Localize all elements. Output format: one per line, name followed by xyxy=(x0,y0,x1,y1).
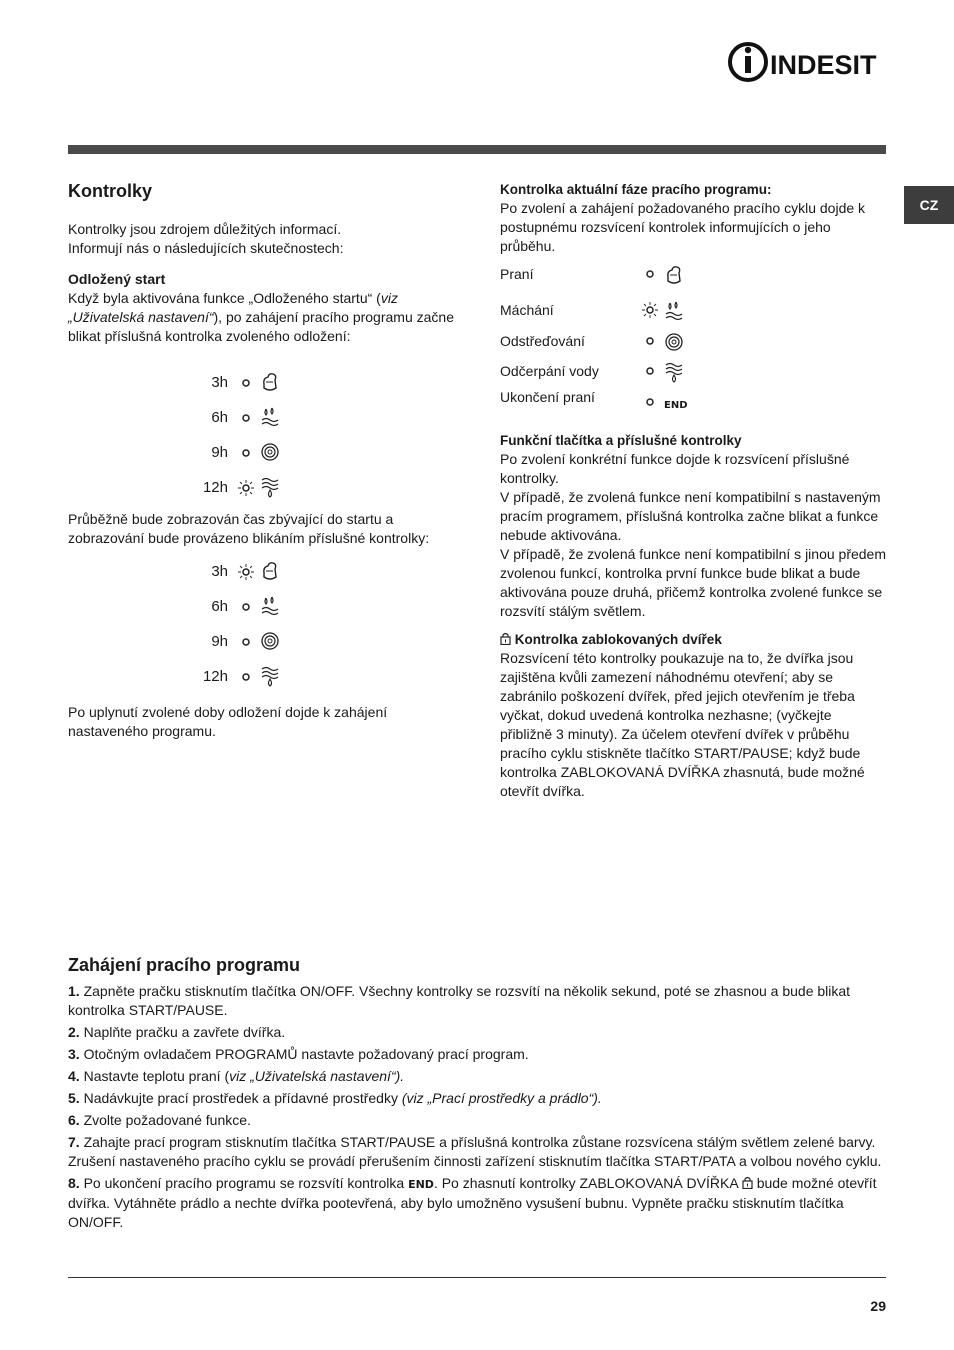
left-column xyxy=(68,180,458,346)
timer-label: 6h xyxy=(211,598,228,615)
function-section xyxy=(500,431,886,801)
timer-label: 3h xyxy=(211,374,228,391)
delay-title: Odložený start xyxy=(68,271,166,287)
phase-text: Po zvolení a zahájení požadovaného pracího cyklu dojde k postupnému rozsvícení kontrolek informujících o jeho průběhu. xyxy=(500,200,866,254)
timer-a-9h xyxy=(186,440,296,466)
timer-a-12h xyxy=(186,475,296,501)
phase-item-ukonceni xyxy=(500,388,886,414)
led-icon xyxy=(242,673,250,681)
led-icon xyxy=(646,367,654,375)
indesit-logo xyxy=(726,40,888,84)
timer-label: 9h xyxy=(211,444,228,461)
step-1: 1. Zapněte pračku stisknutím tlačítka ON/OFF. Všechny kontrolky se rozsvítí na několik sekund, poté se zhasnou a bude blikat kontrolka START/PAUSE. xyxy=(68,983,851,1018)
timer-a-3h xyxy=(186,370,296,396)
rinse-icon xyxy=(260,594,280,618)
spin-icon xyxy=(260,629,280,653)
timer-b-12h xyxy=(186,664,296,690)
led-icon xyxy=(242,603,250,611)
spin-icon xyxy=(664,330,684,354)
blinking-led-icon xyxy=(242,568,250,576)
led-icon xyxy=(242,379,250,387)
end-label: END xyxy=(664,400,688,411)
step-3: 3. Otočným ovladačem PROGRAMŮ nastavte požadovaný prací program. xyxy=(68,1046,529,1062)
step-5: 5. Nadávkujte prací prostředek a přídavné prostředky (viz „Prací prostředky a prádlo“). xyxy=(68,1090,602,1106)
drain-icon xyxy=(260,664,280,688)
led-icon xyxy=(242,638,250,646)
phase-item-machani xyxy=(500,301,886,327)
phase-item-odstredovani xyxy=(500,332,886,358)
right-column xyxy=(500,180,886,256)
led-icon xyxy=(242,449,250,457)
led-icon xyxy=(646,270,654,278)
phase-label: Ukončení praní xyxy=(500,389,595,405)
timer-label: 3h xyxy=(211,563,228,580)
brand-name: INDESIT xyxy=(770,50,877,80)
phase-label: Máchání xyxy=(500,302,554,318)
timer-label: 12h xyxy=(202,668,228,685)
wash-icon xyxy=(260,559,280,583)
phase-list xyxy=(500,265,886,415)
lock-title-line xyxy=(500,630,886,649)
phase-label: Odčerpání vody xyxy=(500,363,599,379)
language-badge: CZ xyxy=(904,186,954,224)
section-title-kontrolky: Kontrolky xyxy=(68,181,153,201)
step-8: 8. Po ukončení pracího programu se rozsvítí kontrolka END. Po zhasnutí kontrolky ZABLOKOVANÁ DVÍŘKA bude možné otevřít dvířka. Vytáhněte prádlo a nechte dvířka pootevřená, aby bylo umožněno vysušení bubnu. Vypněte pračku stisknutím tlačítka ON/OFF. xyxy=(68,1175,877,1230)
step-6: 6. Zvolte požadované funkce. xyxy=(68,1112,251,1128)
lock-icon xyxy=(742,1176,753,1189)
lock-icon xyxy=(500,632,511,645)
wash-icon xyxy=(260,370,280,394)
footer-rule xyxy=(68,1277,886,1278)
intro-line-1: Kontrolky jsou zdrojem důležitých informací. xyxy=(68,221,342,237)
phase-label: Odstřeďování xyxy=(500,333,585,349)
timer-a-6h xyxy=(186,405,296,431)
lock-text: Rozsvícení této kontrolky poukazuje na to, že dvířka jsou zajištěna kvůli zamezení náhodnému otevření; aby se zabránilo poškození dvířek, před jejich otevřením je třeba vyčkat, dokud uvedená kontrolka nezhasne; (vyčkejte přibližně 3 minuty). Za účelem otevření dvířek v průběhu pracího cyklu stiskněte tlačítko START/PAUSE; když bude kontrolka ZABLOKOVANÁ DVÍŘKA zhasnutá, bude možné otevřít dvířka. xyxy=(500,650,865,799)
led-icon xyxy=(242,414,250,422)
rinse-icon xyxy=(260,405,280,429)
steps-list xyxy=(68,982,886,1235)
function-paragraph-3: V případě, že zvolená funkce není kompatibilní s jinou předem zvolenou funkcí, kontrolka první funkce bude blikat a bude aktivována pouze druhá, přičemž kontrolka zvolené funkce se rozsvítí stálým světlem. xyxy=(500,546,887,619)
delay-paragraph-3: Po uplynutí zvolené doby odložení dojde k zahájení nastaveného programu. xyxy=(68,704,388,739)
blinking-led-icon xyxy=(646,306,654,314)
phase-item-odcerpani xyxy=(500,362,886,388)
page-number: 29 xyxy=(870,1298,886,1314)
timer-b-3h xyxy=(186,559,296,585)
function-title: Funkční tlačítka a příslušné kontrolky xyxy=(500,433,742,448)
phase-item-prani xyxy=(500,265,886,291)
led-icon xyxy=(646,337,654,345)
rinse-icon xyxy=(664,299,684,323)
lock-title: Kontrolka zablokovaných dvířek xyxy=(514,632,722,647)
step-4: 4. Nastavte teplotu praní (viz „Uživatelská nastavení“). xyxy=(68,1068,405,1084)
phase-title: Kontrolka aktuální fáze pracího programu: xyxy=(500,182,772,197)
header-bar xyxy=(68,145,886,154)
timer-label: 6h xyxy=(211,409,228,426)
section-title-start: Zahájení pracího programu xyxy=(68,955,301,975)
delay-paragraph-2: Průběžně bude zobrazován čas zbývající do startu a zobrazování bude provázeno blikáním příslušné kontrolky: xyxy=(68,511,430,546)
end-label-inline: END xyxy=(408,1178,434,1191)
step-2: 2. Naplňte pračku a zavřete dvířka. xyxy=(68,1024,286,1040)
step-7: 7. Zahajte prací program stisknutím tlačítka START/PAUSE a příslušná kontrolka zůstane rozsvícena stálým světlem zelené barvy. Zrušení nastaveného pracího cyklu se provádí přerušením činnosti zařízení stisknutím tlačítka START/PATA a volbou nového cyklu. xyxy=(68,1134,882,1169)
timer-b-9h xyxy=(186,629,296,655)
intro-line-2: Informují nás o následujících skutečnostech: xyxy=(68,240,344,256)
function-paragraph-1: Po zvolení konkrétní funkce dojde k rozsvícení příslušné kontrolky. xyxy=(500,451,850,486)
spin-icon xyxy=(260,440,280,464)
blinking-led-icon xyxy=(242,484,250,492)
drain-icon xyxy=(664,360,684,384)
timer-b-6h xyxy=(186,594,296,620)
timer-label: 12h xyxy=(202,479,228,496)
timer-label: 9h xyxy=(211,633,228,650)
delay-paragraph-1: Když byla aktivována funkce „Odloženého startu“ (viz „Uživatelská nastavení“), po zahájení pracího programu začne blikat příslušná kontrolka zvoleného odložení: xyxy=(68,290,454,344)
phase-label: Praní xyxy=(500,266,534,282)
led-icon xyxy=(646,398,654,406)
function-paragraph-2: V případě, že zvolená funkce není kompatibilní s nastaveným pracím programem, příslušná kontrolka začne blikat a funkce nebude aktivována. xyxy=(500,489,881,543)
drain-icon xyxy=(260,475,280,499)
wash-icon xyxy=(664,263,684,287)
